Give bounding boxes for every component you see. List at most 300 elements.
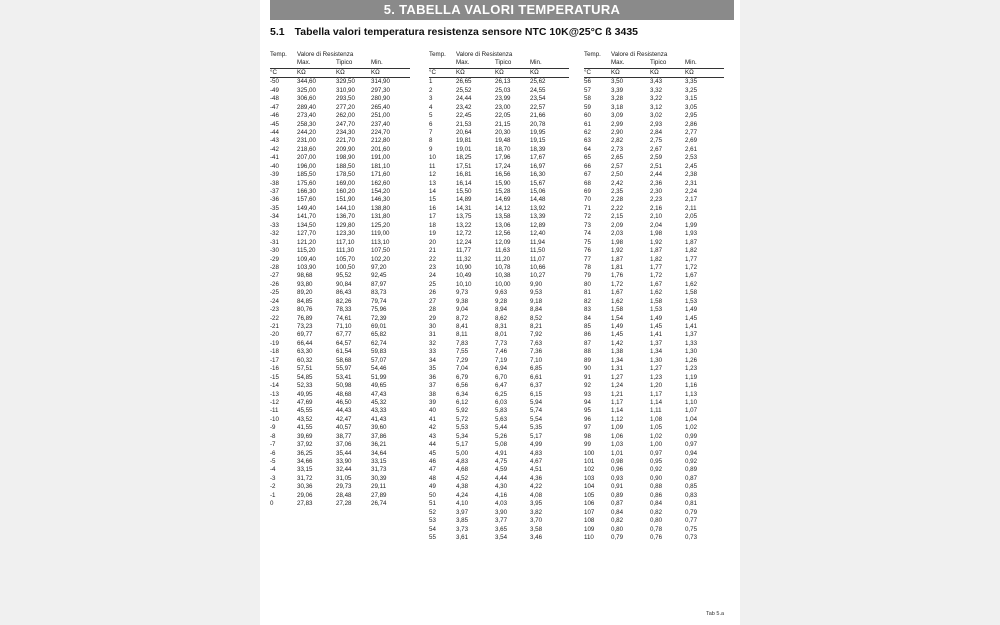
table-row — [270, 483, 410, 491]
min-cell: 171,60 — [371, 171, 390, 179]
table-units-row — [584, 69, 724, 78]
max-cell: 18,25 — [456, 154, 472, 162]
min-cell: 3,15 — [685, 95, 698, 103]
table-subheader-row — [584, 59, 724, 68]
temp-cell: 10 — [429, 154, 436, 162]
typ-cell: 71,10 — [336, 323, 352, 330]
max-cell: 175,60 — [297, 179, 316, 187]
max-cell: 14,31 — [456, 204, 472, 212]
table-header-row — [584, 51, 724, 59]
max-cell: 39,69 — [297, 432, 313, 440]
temp-cell: -46 — [270, 112, 279, 120]
min-cell: 2,61 — [685, 145, 698, 153]
typ-cell: 123,30 — [336, 230, 355, 238]
typ-cell: 1,17 — [650, 390, 663, 398]
min-cell: 19,15 — [530, 137, 546, 145]
typ-cell: 0,84 — [650, 500, 663, 508]
typ-cell: 95,52 — [336, 272, 352, 280]
max-cell: 3,09 — [611, 112, 624, 120]
min-cell: 0,75 — [685, 525, 698, 533]
max-cell: 7,04 — [456, 365, 469, 373]
max-cell: 49,95 — [297, 390, 313, 398]
temp-cell: 91 — [584, 373, 591, 381]
temp-cell: -12 — [270, 398, 279, 406]
min-cell: 34,64 — [371, 449, 387, 457]
temp-cell: -18 — [270, 348, 279, 356]
typ-cell: 1,00 — [650, 441, 663, 449]
min-cell: 265,40 — [371, 103, 390, 111]
typ-cell: 1,08 — [650, 415, 663, 423]
max-cell: 103,90 — [297, 263, 316, 271]
temp-cell: 63 — [584, 137, 591, 145]
temp-cell: 83 — [584, 306, 591, 314]
temp-cell: 94 — [584, 398, 591, 406]
typ-cell: 35,44 — [336, 449, 352, 457]
temp-cell: 93 — [584, 390, 591, 398]
typ-cell: 3,54 — [495, 533, 508, 541]
table-row — [270, 256, 410, 264]
max-cell: 93,80 — [297, 280, 313, 288]
max-cell: 63,30 — [297, 348, 313, 356]
min-cell: 27,89 — [371, 491, 387, 499]
min-cell: 10,27 — [530, 272, 546, 280]
typ-cell: 12,56 — [495, 230, 511, 238]
temp-cell: 88 — [584, 348, 591, 356]
temp-cell: -19 — [270, 339, 279, 347]
table-row — [584, 517, 724, 525]
typ-cell: 310,90 — [336, 86, 355, 94]
max-cell: 109,40 — [297, 255, 316, 263]
max-cell: 5,17 — [456, 441, 469, 449]
max-cell: 1,01 — [611, 449, 624, 457]
typ-cell: 144,10 — [336, 204, 355, 212]
max-cell: 21,53 — [456, 120, 472, 128]
typ-cell: 1,34 — [650, 348, 663, 356]
max-cell: 14,89 — [456, 196, 472, 204]
min-cell: 1,13 — [685, 390, 698, 398]
temp-cell: -4 — [270, 466, 276, 474]
min-cell: 1,16 — [685, 382, 698, 390]
temp-cell: 55 — [429, 533, 436, 541]
table-row — [584, 196, 724, 204]
temp-cell: 89 — [584, 356, 591, 364]
section-banner: 5. TABELLA VALORI TEMPERATURA — [270, 0, 734, 20]
min-cell: 6,61 — [530, 373, 543, 381]
table-row — [584, 391, 724, 399]
typ-cell: 3,65 — [495, 525, 508, 533]
typ-cell: 129,80 — [336, 221, 355, 229]
table-row — [429, 509, 569, 517]
typ-cell: 17,96 — [495, 154, 511, 162]
temp-header: Temp. — [270, 51, 287, 58]
max-cell: 1,31 — [611, 365, 624, 373]
min-cell: 138,80 — [371, 204, 390, 212]
typ-cell: 14,69 — [495, 196, 511, 204]
table-row — [270, 112, 410, 120]
table-row — [270, 331, 410, 339]
typ-cell: 2,51 — [650, 162, 663, 170]
table-row — [584, 526, 724, 534]
min-cell: 1,26 — [685, 356, 698, 364]
temp-cell: 50 — [429, 491, 436, 499]
typ-cell: 178,50 — [336, 171, 355, 179]
table-row — [584, 78, 724, 86]
temp-cell: 12 — [429, 171, 436, 179]
min-cell: 1,33 — [685, 339, 698, 347]
min-cell: 3,70 — [530, 517, 543, 525]
min-cell: 1,19 — [685, 373, 698, 381]
temp-cell: 2 — [429, 86, 433, 94]
temp-cell: 29 — [429, 314, 436, 322]
min-cell: 62,74 — [371, 339, 387, 347]
temp-cell: 97 — [584, 424, 591, 432]
max-cell: 1,21 — [611, 390, 624, 398]
table-row — [429, 374, 569, 382]
min-cell: 72,39 — [371, 314, 387, 322]
max-cell: 134,50 — [297, 221, 316, 229]
typ-cell: 10,78 — [495, 263, 511, 271]
table-row — [584, 289, 724, 297]
max-cell: 29,06 — [297, 491, 313, 499]
table-row — [270, 239, 410, 247]
table-row — [584, 340, 724, 348]
temp-cell: -26 — [270, 280, 279, 288]
max-cell: 5,92 — [456, 407, 469, 415]
min-cell: 4,08 — [530, 491, 543, 499]
table-row — [270, 121, 410, 129]
typ-cell: 5,44 — [495, 424, 508, 432]
table-row — [429, 441, 569, 449]
typ-cell: 2,23 — [650, 196, 663, 204]
typ-cell: 11,63 — [495, 247, 511, 255]
max-cell: 231,00 — [297, 137, 316, 145]
min-cell: 0,87 — [685, 474, 698, 482]
temp-cell: -30 — [270, 247, 279, 255]
min-cell: 224,70 — [371, 128, 390, 136]
max-cell: 10,49 — [456, 272, 472, 280]
temp-cell: -11 — [270, 407, 279, 415]
max-cell: 1,27 — [611, 373, 624, 381]
temp-cell: 8 — [429, 137, 433, 145]
temp-cell: 105 — [584, 491, 595, 499]
typ-cell: 26,13 — [495, 78, 511, 86]
min-cell: 4,51 — [530, 466, 543, 474]
min-cell: 13,39 — [530, 213, 546, 221]
min-cell: 31,73 — [371, 466, 387, 474]
typ-cell: 5,63 — [495, 415, 508, 423]
min-cell: 6,85 — [530, 365, 543, 373]
typ-cell: 4,16 — [495, 491, 508, 499]
table-row — [584, 281, 724, 289]
min-cell: 1,23 — [685, 365, 698, 373]
temp-cell: 17 — [429, 213, 436, 221]
min-cell: 1,82 — [685, 247, 698, 255]
table-row — [270, 500, 410, 508]
min-cell: 1,30 — [685, 348, 698, 356]
typ-cell: 4,30 — [495, 483, 508, 491]
max-cell: 69,77 — [297, 331, 313, 339]
table-row — [584, 87, 724, 95]
temp-cell: 44 — [429, 441, 436, 449]
max-cell: 26,65 — [456, 78, 472, 86]
max-cell: 3,50 — [611, 78, 624, 86]
temp-cell: 75 — [584, 238, 591, 246]
min-cell: 9,90 — [530, 280, 543, 288]
max-cell: 11,77 — [456, 247, 472, 255]
temp-cell: 26 — [429, 289, 436, 297]
temp-cell: 25 — [429, 280, 436, 288]
max-header: Max. — [456, 59, 470, 67]
temp-cell: -42 — [270, 145, 279, 153]
max-cell: 2,73 — [611, 145, 624, 153]
table-row — [584, 382, 724, 390]
typ-cell: 169,00 — [336, 179, 355, 187]
temp-cell: 81 — [584, 289, 591, 297]
max-cell: 2,22 — [611, 204, 624, 212]
typ-cell: 46,50 — [336, 398, 352, 406]
max-cell: 41,55 — [297, 424, 313, 432]
temp-cell: 99 — [584, 441, 591, 449]
max-cell: 3,73 — [456, 525, 469, 533]
typ-cell: 55,97 — [336, 365, 352, 373]
max-cell: 0,79 — [611, 533, 624, 541]
min-cell: 7,36 — [530, 348, 543, 356]
min-cell: 2,95 — [685, 112, 698, 120]
resistance-header: Valore di Resistenza — [297, 51, 354, 58]
min-cell: 154,20 — [371, 188, 390, 195]
table-row — [584, 441, 724, 449]
unit-temp: °C — [584, 68, 591, 76]
typ-cell: 5,26 — [495, 432, 508, 440]
min-cell: 21,66 — [530, 112, 546, 120]
table-row — [584, 475, 724, 483]
typ-cell: 2,16 — [650, 204, 663, 212]
table-row — [584, 492, 724, 500]
min-cell: 30,39 — [371, 474, 387, 482]
table-row — [429, 348, 569, 356]
min-cell: 1,72 — [685, 263, 698, 271]
max-cell: 15,50 — [456, 188, 472, 195]
max-cell: 9,73 — [456, 289, 469, 297]
temp-cell: 95 — [584, 407, 591, 415]
min-cell: 297,30 — [371, 86, 390, 94]
min-cell: 59,83 — [371, 348, 387, 356]
typ-cell: 1,77 — [650, 263, 663, 271]
min-cell: 0,79 — [685, 508, 698, 516]
min-cell: 2,69 — [685, 137, 698, 145]
min-cell: 212,80 — [371, 137, 390, 145]
table-row — [429, 256, 569, 264]
max-cell: 1,38 — [611, 348, 624, 356]
temp-cell: 65 — [584, 154, 591, 162]
table-row — [270, 180, 410, 188]
min-cell: 14,48 — [530, 196, 546, 204]
table-row — [270, 272, 410, 280]
max-cell: 325,00 — [297, 86, 316, 94]
typ-cell: 64,57 — [336, 339, 352, 347]
table-row — [429, 230, 569, 238]
table-row — [584, 315, 724, 323]
min-cell: 83,73 — [371, 289, 387, 297]
min-cell: 47,43 — [371, 390, 387, 398]
table-row — [429, 121, 569, 129]
temp-cell: 80 — [584, 280, 591, 288]
table-row — [584, 450, 724, 458]
max-cell: 6,56 — [456, 382, 469, 390]
temp-cell: 67 — [584, 171, 591, 179]
table-row — [584, 433, 724, 441]
max-cell: 1,14 — [611, 407, 624, 415]
max-cell: 10,10 — [456, 280, 472, 288]
temp-cell: 36 — [429, 373, 436, 381]
typ-cell: 198,90 — [336, 154, 355, 162]
typ-cell: 1,72 — [650, 272, 663, 280]
min-cell: 2,31 — [685, 179, 698, 187]
min-cell: 1,49 — [685, 306, 698, 314]
typ-cell: 1,20 — [650, 382, 663, 390]
typ-cell: 5,83 — [495, 407, 508, 415]
temp-cell: -5 — [270, 458, 276, 465]
min-cell: 251,00 — [371, 112, 390, 120]
temp-cell: 90 — [584, 365, 591, 373]
max-cell: 2,42 — [611, 179, 624, 187]
min-cell: 75,96 — [371, 306, 387, 314]
typ-cell: 37,06 — [336, 441, 352, 449]
temp-cell: 86 — [584, 331, 591, 339]
typ-cell: 0,97 — [650, 449, 663, 457]
temp-cell: 85 — [584, 323, 591, 330]
max-cell: 207,00 — [297, 154, 316, 162]
min-cell: 3,05 — [685, 103, 698, 111]
min-cell: 1,62 — [685, 280, 698, 288]
min-cell: 25,62 — [530, 78, 546, 86]
table-row — [584, 500, 724, 508]
temp-cell: -38 — [270, 179, 279, 187]
typ-cell: 50,98 — [336, 382, 352, 390]
max-cell: 344,60 — [297, 78, 316, 86]
temp-cell: -20 — [270, 331, 279, 339]
temp-cell: 9 — [429, 145, 433, 153]
temp-cell: -14 — [270, 382, 279, 390]
min-cell: 131,80 — [371, 213, 390, 221]
max-cell: 76,89 — [297, 314, 313, 322]
max-cell: 2,15 — [611, 213, 624, 221]
table-row — [270, 466, 410, 474]
min-cell: 4,36 — [530, 474, 543, 482]
max-cell: 57,51 — [297, 365, 313, 373]
table-row — [429, 146, 569, 154]
table-row — [584, 306, 724, 314]
temp-cell: 33 — [429, 348, 436, 356]
min-cell: 1,58 — [685, 289, 698, 297]
table-row — [429, 163, 569, 171]
min-cell: 7,63 — [530, 339, 543, 347]
table-row — [270, 205, 410, 213]
typ-cell: 20,30 — [495, 128, 511, 136]
temp-cell: 3 — [429, 95, 433, 103]
max-cell: 10,90 — [456, 263, 472, 271]
min-cell: 45,32 — [371, 398, 387, 406]
temp-cell: 70 — [584, 196, 591, 204]
unit-res-typ: KΩ — [495, 68, 504, 76]
table-row — [584, 137, 724, 145]
typ-cell: 1,27 — [650, 365, 663, 373]
min-cell: 4,83 — [530, 449, 543, 457]
max-cell: 0,82 — [611, 517, 624, 525]
temp-cell: 23 — [429, 263, 436, 271]
temp-cell: 104 — [584, 483, 595, 491]
table-row — [270, 78, 410, 86]
typ-cell: 78,33 — [336, 306, 352, 314]
table-row — [270, 458, 410, 466]
typ-cell: 0,95 — [650, 458, 663, 465]
min-cell: 36,21 — [371, 441, 387, 449]
min-cell: 3,58 — [530, 525, 543, 533]
typ-cell: 5,08 — [495, 441, 508, 449]
typ-cell: 48,68 — [336, 390, 352, 398]
table-row — [270, 348, 410, 356]
typ-cell: 105,70 — [336, 255, 355, 263]
table-row — [429, 399, 569, 407]
table-row — [270, 137, 410, 145]
max-cell: 23,42 — [456, 103, 472, 111]
temp-cell: 108 — [584, 517, 595, 525]
table-row — [429, 517, 569, 525]
max-cell: 289,40 — [297, 103, 316, 111]
typ-cell: 27,28 — [336, 500, 352, 508]
temp-cell: -6 — [270, 449, 276, 457]
typ-cell: 33,90 — [336, 458, 352, 465]
max-cell: 2,57 — [611, 162, 624, 170]
temp-cell: 39 — [429, 398, 436, 406]
unit-res-min: KΩ — [685, 68, 694, 76]
max-cell: 3,18 — [611, 103, 624, 111]
temp-cell: 32 — [429, 339, 436, 347]
typ-cell: 61,54 — [336, 348, 352, 356]
min-cell: 119,00 — [371, 230, 390, 238]
typ-cell: 247,70 — [336, 120, 355, 128]
table-row — [270, 391, 410, 399]
max-cell: 0,91 — [611, 483, 624, 491]
table-row — [584, 374, 724, 382]
temp-cell: 92 — [584, 382, 591, 390]
typ-cell: 221,70 — [336, 137, 355, 145]
typ-cell: 10,00 — [495, 280, 511, 288]
max-cell: 1,17 — [611, 398, 624, 406]
temp-cell: 43 — [429, 432, 436, 440]
min-cell: 26,74 — [371, 500, 387, 508]
typ-cell: 1,37 — [650, 339, 663, 347]
temp-cell: 62 — [584, 128, 591, 136]
min-cell: 1,77 — [685, 255, 698, 263]
max-cell: 1,62 — [611, 297, 624, 305]
temp-cell: -43 — [270, 137, 279, 145]
table-row — [429, 458, 569, 466]
min-cell: 201,60 — [371, 145, 390, 153]
min-cell: 1,10 — [685, 398, 698, 406]
max-cell: 2,50 — [611, 171, 624, 179]
min-cell: 15,67 — [530, 179, 546, 187]
table-row — [270, 95, 410, 103]
min-cell: 19,95 — [530, 128, 546, 136]
table-row — [270, 433, 410, 441]
unit-res-typ: KΩ — [336, 68, 345, 76]
temp-cell: 20 — [429, 238, 436, 246]
temp-cell: 96 — [584, 415, 591, 423]
min-cell: 16,97 — [530, 162, 546, 170]
typ-cell: 90,84 — [336, 280, 352, 288]
table-row — [429, 104, 569, 112]
